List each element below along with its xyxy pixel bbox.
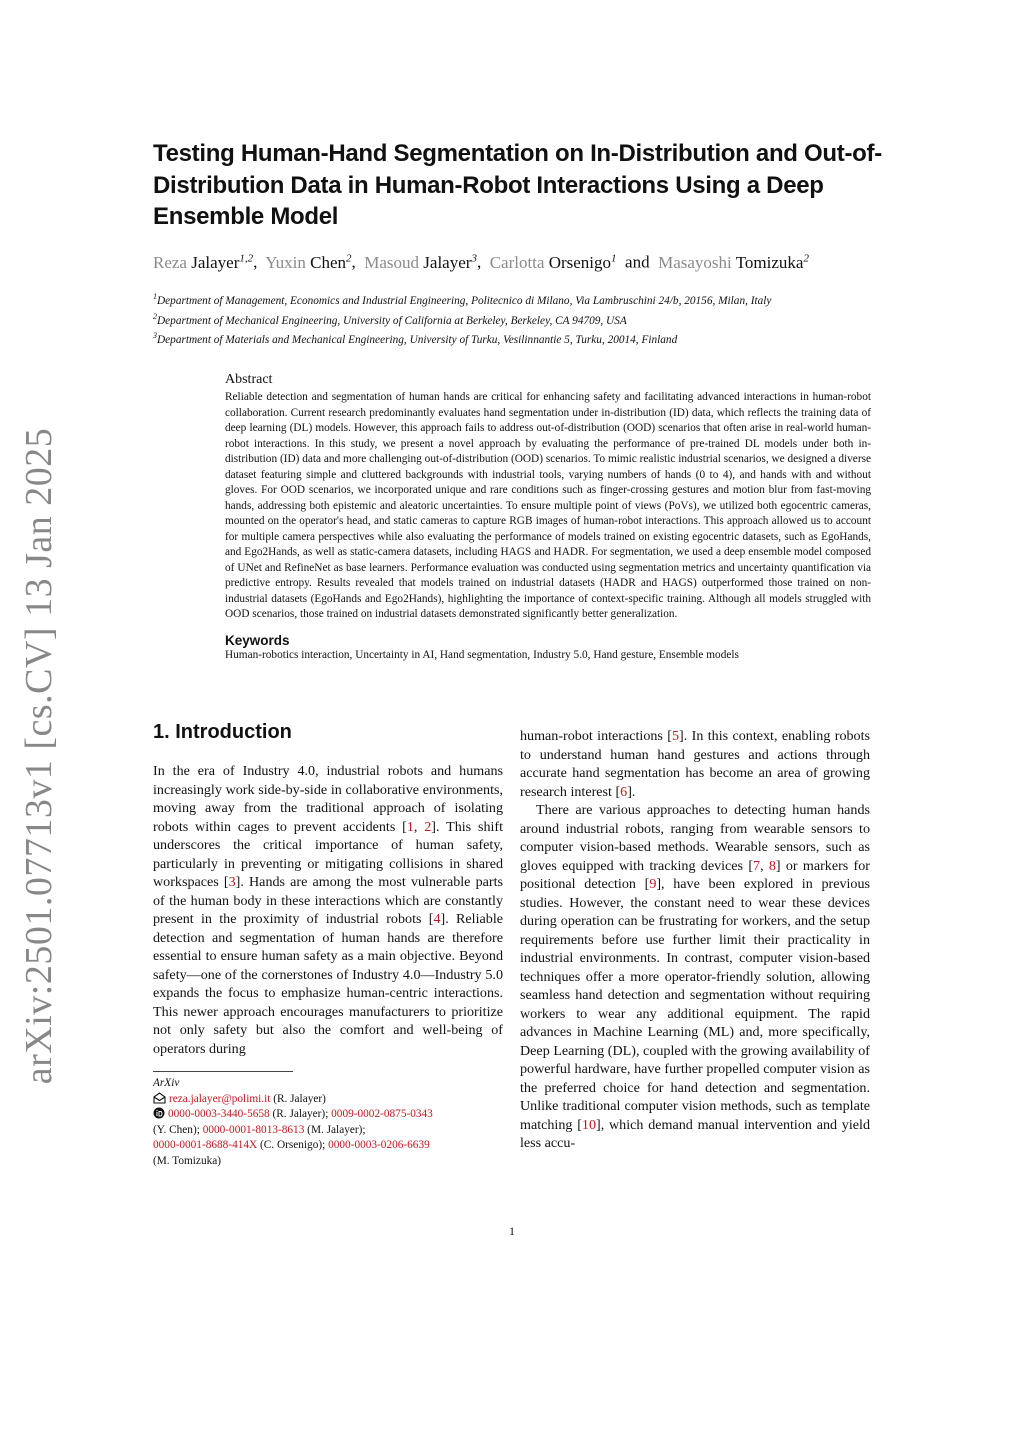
intro-paragraph: There are various approaches to detecting human hands around industrial robots, ranging from wearable sensors to computer vision-based methods. Wearable sensors, such as gloves equipped with tracking devices [7, 8] or markers for positional detection [9], have been explored in previous studies. However, the constant need to wear these devices during operation can be frustrating for workers, and the setup requirements before use further limit their practicality in industrial environments. In contrast, computer vision-based techniques offer a more operator-friendly solution, allowing seamless hand detection and segmentation without requiring workers to wear any additional equipment. The rapid advances in Machine Learning (ML) and, more specifically, Deep Learning (DL), coupled with the growing availability of powerful hardware, have further propelled computer vision as the preferred choice for hand detection and segmentation. Unlike traditional computer vision methods, such as template matching [10], which demand manual intervention and yield less accu-: [520, 802, 870, 1151]
orcid-line: (M. Tomizuka): [153, 1154, 222, 1167]
email-line: reza.jalayer@polimi.it (R. Jalayer): [153, 1092, 503, 1108]
abstract-text: Reliable detection and segmentation of human hands are critical for enhancing safety and facilitating advanced interactions in human-robot collaboration. Current research predominantly evaluates hand segmentation under in-distribution (ID) data, which reflects the training data of deep learning (DL) models. However, this approach fails to address out-of-distribution (OOD) scenarios that often arise in real-world human-robot interactions. In this study, we present a novel approach by evaluating the performance of pre-trained DL models under both in-distribution (ID) data and more challenging out-of-distribution (OOD) scenarios. To mimic realistic industrial scenarios, we designed a diverse dataset featuring simple and cluttered backgrounds with industrial tools, varying numbers of hands (0 to 4), and hands with and without gloves. For OOD scenarios, we incorporated unique and rare conditions such as finger-crossing gestures and motion blur from fast-moving hands, addressing both epistemic and aleatoric uncertainties. To ensure multiple point of views (PoVs), we utilized both egocentric cameras, mounted on the operator's head, and static cameras to capture RGB images of human-robot interactions. This approach allowed us to account for multiple camera perspectives while also evaluating the performance of models trained on existing egocentric datasets, such as EgoHands, and Ego2Hands, as well as static-camera datasets, including HAGS and HADR. For segmentation, we used a deep ensemble model composed of UNet and RefineNet as base learners. Performance evaluation was conducted using segmentation metrics and uncertainty quantification via predictive entropy. Results revealed that models trained on industrial datasets (HADR and HAGS) outperformed those trained on non-industrial datasets (EgoHands and Ego2Hands), highlighting the importance of context-specific training. Although all models struggled with OOD scenarios, those trained on industrial datasets demonstrated significantly better generalization.: [225, 391, 871, 620]
footnote-rule: [153, 1071, 293, 1072]
orcid-link[interactable]: 0009-0002-0875-0343: [331, 1108, 433, 1120]
affiliations: [153, 292, 913, 351]
abstract: [225, 372, 871, 661]
orcid-link[interactable]: 0000-0003-3440-5658: [168, 1108, 270, 1120]
keywords-text: Human-robotics interaction, Uncertainty in AI, Hand segmentation, Industry 5.0, Hand gesture, Ensemble models: [225, 648, 739, 661]
orcid-link[interactable]: 0000-0001-8013-8613: [202, 1123, 305, 1136]
author: Reza Jalayer$^{1,2}$: [153, 252, 254, 272]
citation-link[interactable]: 5: [672, 728, 680, 744]
email-link[interactable]: reza.jalayer@polimi.it: [169, 1092, 271, 1105]
section-heading-introduction: 1. Introduction: [153, 721, 292, 743]
author: Masoud Jalayer$^3$: [364, 252, 477, 272]
citation-link[interactable]: 6: [620, 783, 628, 800]
email-icon: [153, 1092, 166, 1104]
author-list: Reza Jalayer$^{1,2}$, Yuxin Chen$^2$, Masoud Jalayer$^3$, Carlotta Orsenigo$^1$ and Masayoshi Tomizuka$^2$: [153, 252, 809, 272]
footnotes: [153, 1076, 503, 1169]
citation-link[interactable]: 7: [753, 857, 761, 874]
arxiv-identifier: arXiv:2501.07713v1 [cs.CV] 13 Jan 2025: [18, 427, 61, 1085]
venue-line: ArXiv: [153, 1077, 180, 1089]
orcid-link[interactable]: 0000-0001-8688-414X: [153, 1139, 258, 1151]
citation-link[interactable]: 4: [433, 911, 441, 927]
orcid-line: 0000-0003-3440-5658 (R. Jalayer); 0009-0002-0875-0343: [153, 1107, 503, 1123]
right-column: [520, 727, 870, 1153]
affiliation: $^2$Department of Mechanical Engineering, University of California at Berkeley, Berkeley, CA 94709, USA: [153, 311, 627, 327]
orcid-link[interactable]: 0000-0003-0206-6639: [328, 1139, 430, 1151]
left-column: [153, 762, 503, 1058]
affiliation: $^1$Department of Management, Economics and Industrial Engineering, Politecnico di Milano, Via Lambruschini 24/b, 20156, Milan, Italy: [153, 292, 772, 307]
affiliation: $^3$Department of Materials and Mechanical Engineering, University of Turku, Vesilinnantie 5, Turku, 20014, Finland: [153, 331, 678, 346]
citation-link[interactable]: 10: [581, 1116, 596, 1133]
intro-paragraph: In the era of Industry 4.0, industrial robots and humans increasingly work side-by-side in collaborative environments, moving away from the traditional approach of isolating robots within cages to prevent accidents [1, 2]. This shift underscores the critical importance of human safety, particularly in preventing or mitigating collisions in shared workspaces [3]. Hands are among the most vulnerable parts of the human body in these interactions which are constantly present in the proximity of industrial robots [4]. Reliable detection and segmentation of human hands are therefore essential to ensure human safety as a main objective. Beyond safety—one of the cornerstones of Industry 4.0—Industry 5.0 expands the focus to emphasize human-centric interactions. This newer approach encourages manufacturers to prioritize not only safety but also the comfort and well-being of operators during: [153, 763, 504, 1057]
orcid-line: (Y. Chen); 0000-0001-8013-8613 (M. Jalayer);: [153, 1123, 366, 1136]
paper-title: Testing Human-Hand Segmentation on In-Distribution and Out-of-Distribution Data in Human-Robot Interactions Using a Deep Ensemble Model: [153, 140, 882, 230]
author: Yuxin Chen$^2$: [265, 252, 352, 272]
orcid-line: 0000-0001-8688-414X (C. Orsenigo); 0000-0003-0206-6639: [153, 1139, 430, 1151]
citation-link[interactable]: 3: [228, 874, 236, 890]
keywords-heading: Keywords: [225, 632, 290, 648]
citation-link[interactable]: 2: [424, 818, 432, 835]
author: Carlotta Orsenigo$^1$: [489, 252, 617, 272]
abstract-heading: Abstract: [225, 372, 273, 387]
citation-link[interactable]: 1: [406, 818, 414, 835]
citation-link[interactable]: 8: [768, 857, 776, 874]
author: Masayoshi Tomizuka$^2$: [658, 252, 809, 272]
page-number: 1: [509, 1224, 515, 1238]
citation-link[interactable]: 9: [649, 876, 657, 892]
intro-paragraph: human-robot interactions [5]. In this context, enabling robots to understand human hand gestures and actions through accurate hand segmentation has become an area of growing research interest [6].: [520, 728, 870, 800]
orcid-icon: [153, 1107, 165, 1119]
